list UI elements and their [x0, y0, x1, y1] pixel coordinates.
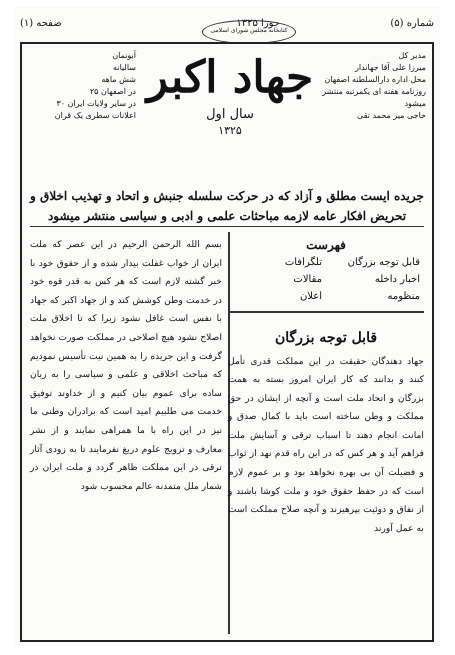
info-line: مدیر کل: [398, 51, 426, 60]
masthead-info-right: [318, 50, 426, 122]
section-divider: [228, 311, 424, 313]
info-line: حاجی میر محمد تقی: [357, 111, 426, 120]
info-line: در اصفهان ۲۵: [89, 87, 136, 96]
tagline: جریده ایست مطلق و آزاد که در حرکت سلسله جنبش و اتحاد و تهذیب اخلاق و تحریض افکار عامه لازمه مباحثات علمی و ادبی و سیاسی منتشر میشود: [30, 186, 424, 227]
toc-title: فهرست: [306, 238, 346, 252]
info-line: محل اداره دارالسلطنه اصفهان: [324, 75, 426, 84]
page-label: صفحه (۱): [20, 18, 62, 29]
table-of-contents: [228, 254, 424, 305]
left-column-article: [30, 236, 222, 632]
info-line: روزنامه هفته ای یکمرتبه منتشر میشود: [322, 87, 426, 108]
left-column-body: بسم الله الرحمن الرحیم در این عصر که ملت ایران از خواب غفلت بیدار شده و از حقوق خود با خبر گشته لازم است که هر کس به قدر قوه خود در خدمت وطن کوشش کند و از جهاد اکبر که جهاد با نفس است غافل نشود زیرا که تا اخلاق ملت اصلاح نشود هیچ اصلاحی در مملکت صورت نخواهد گرفت و این جریده را به همین نیت تأسیس نمودیم که مباحث اخلاقی و علمی و سیاسی را به زبان ساده برای عموم بیان کنیم و از خداوند توفیق خدمت می طلبیم امید است که برادران وطنی ما نیز در این راه با ما همراهی نمایند و از نشر معارف و ترویج علوم دریغ نفرمایند تا به زودی آثار ترقی در این مملکت ظاهر گردد و ملت ایران در شمار ملل متمدنه عالم محسوب شود: [30, 239, 222, 492]
toc-item: اعلان: [299, 291, 322, 302]
library-seal-stamp: [202, 20, 296, 44]
info-line: اعلانات سطری یک قران: [54, 111, 136, 120]
masthead: [22, 44, 432, 174]
masthead-info-left: [28, 50, 136, 122]
volume-label: سال اول: [206, 107, 254, 122]
issue-label: شماره (۵): [390, 18, 434, 29]
info-line: میرزا علی آقا جهاندار: [355, 63, 426, 72]
info-line: سالیانه: [113, 63, 136, 72]
right-column: [228, 236, 424, 632]
info-line: آبونمان: [112, 51, 136, 60]
date-label: جوزا ۱۳۲۵: [236, 18, 280, 29]
top-header-line: [14, 18, 440, 36]
article-title: قابل توجه بزرگان: [274, 329, 378, 346]
seal-text: کتابخانه مجلس شورای اسلامی: [210, 27, 288, 34]
toc-item: منظومه: [387, 291, 420, 302]
page-frame: [20, 42, 434, 642]
newspaper-page: [14, 6, 440, 646]
info-line: شش ماهه: [101, 75, 136, 84]
toc-item: مقالات: [293, 274, 322, 285]
newspaper-title: جهاد اکبر: [146, 52, 314, 103]
year-label: ۱۳۲۵: [218, 124, 242, 137]
toc-item: اخبار داخله: [374, 274, 420, 285]
masthead-title-block: [142, 50, 318, 138]
article-body: جهاد دهندگان حقیقت در این مملکت قدری تأمل کنند و بدانند که کار ایران امروز بسته به همت بزرگان و اتحاد ملت است و آنچه از ایشان در حق مملکت و وطن ساخته است باید با کمال صدق و امانت انجام دهند تا اسباب ترقی و آسایش ملت فراهم آید و هر کس که در این راه قدم نهد از ثواب و فضیلت آن بی بهره نخواهد بود و بر عموم لازم است که در حفظ حقوق خود و ملت کوشا باشند و از نفاق و دوئیت بپرهیزند و آنچه صلاح مملکت است به عمل آورند: [228, 355, 424, 534]
toc-item: قابل توجه بزرگان: [347, 257, 420, 268]
info-line: در سایر ولایات ایران ۳۰: [56, 99, 136, 108]
toc-item: تلگرافات: [284, 257, 322, 268]
